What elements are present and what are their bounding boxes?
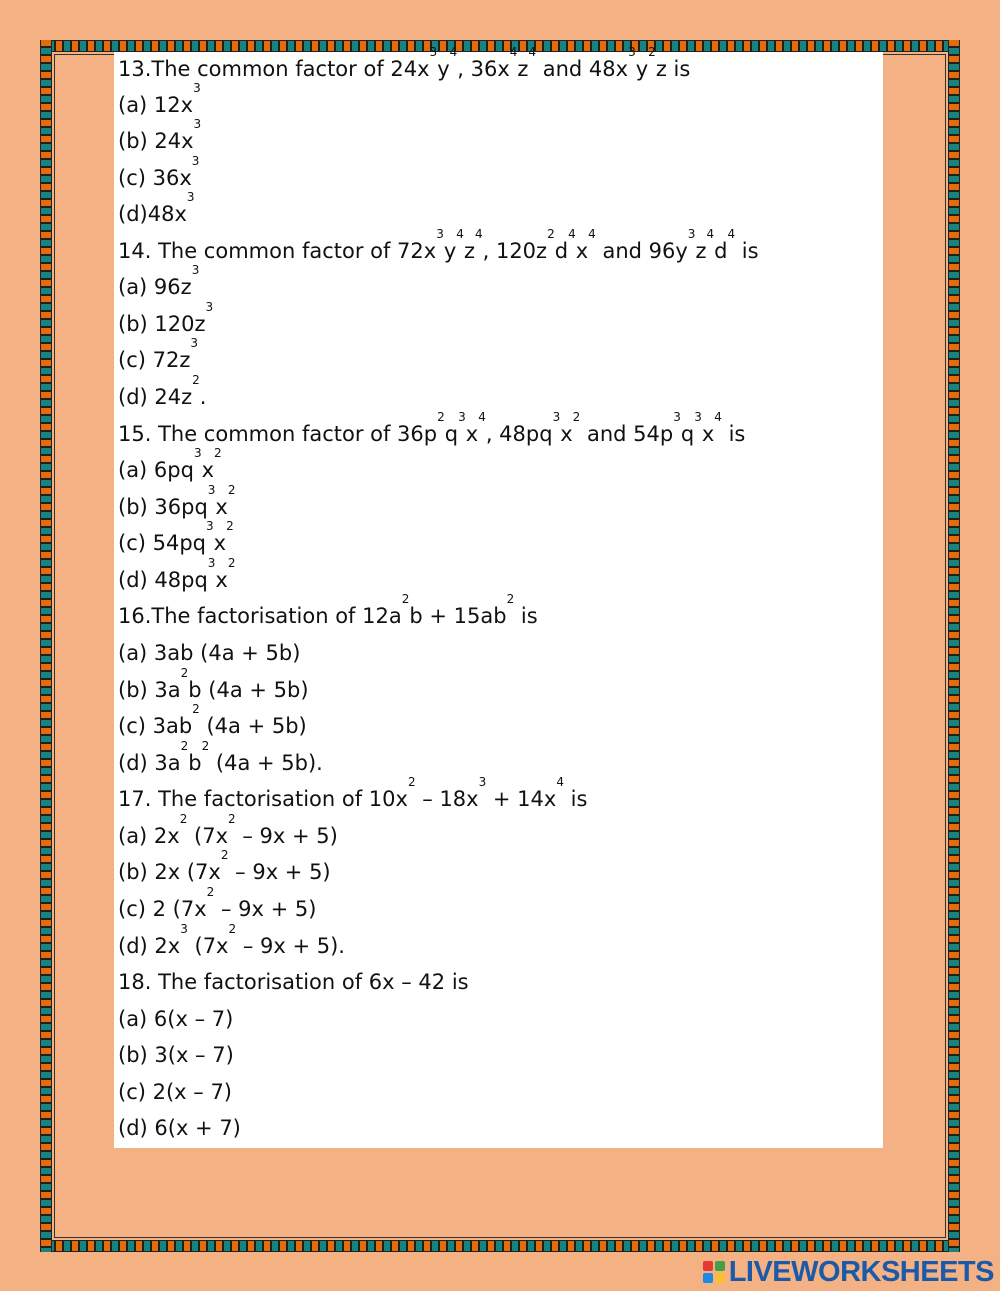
option-13c: (c) $36x^3$ [118, 154, 200, 190]
option-18a: (a) 6(x – 7) [118, 1007, 234, 1031]
option-14a: (a) $96z^3$ [118, 263, 200, 299]
question-17: 17. The factorisation of $10x^2 - 18x^3 + 14x^4$ is [118, 775, 588, 811]
option-17c: (c) 2 $(7x^2 - 9x + 5)$ [118, 885, 317, 921]
question-15: 15. The common factor of $36p^2q^3x^4$, $48pq^3x^2$ and $54p^3q^3x^4$ is [118, 410, 746, 446]
option-15b: (b) $36pq^3x^2$ [118, 483, 236, 519]
option-17a: (a) $2x^2$ $(7x^2 - 9x + 5)$ [118, 812, 338, 848]
option-16c: (c) $3ab^2$ (4a + 5b) [118, 702, 307, 738]
option-14b: (b) $120z^3$ [118, 300, 214, 336]
option-13b: (b) $24x^3$ [118, 117, 202, 153]
logo-block-i [715, 1261, 725, 1271]
option-18b: (b) 3(x – 7) [118, 1043, 234, 1067]
logo-block-l [703, 1261, 713, 1271]
option-18d: (d) 6(x + 7) [118, 1116, 241, 1140]
option-16b: (b) $3a^2b$ (4a + 5b) [118, 666, 309, 702]
border-left [40, 40, 52, 1252]
logo-blocks-icon [703, 1261, 725, 1283]
question-18: 18. The factorisation of 6x – 42 is [118, 970, 469, 994]
option-15d: (d) $48pq^3x^2$ [118, 556, 236, 592]
option-16d: (d) $3a^2b^2$ (4a + 5b). [118, 739, 323, 775]
option-13d: $(d)48x^3$ [118, 190, 195, 226]
border-bottom [40, 1240, 960, 1252]
option-14d: (d) $24z^2$. [118, 373, 207, 409]
border-right [948, 40, 960, 1252]
option-13a: (a) $12x^3$ [118, 81, 201, 117]
option-16a: (a) 3ab (4a + 5b) [118, 641, 301, 665]
option-15c: (c) $54pq^3x^2$ [118, 519, 234, 555]
option-17b: (b) 2x $(7x^2 - 9x + 5)$ [118, 848, 331, 884]
question-14: 14. The common factor of $72x^3y^4z^4$, $120z^2d^4x^4$ and $96y^3z^4d^4$ is [118, 227, 759, 263]
option-14c: (c) $72z^3$ [118, 336, 198, 372]
question-16: 16.The factorisation of $12a^2b + 15ab^2$ is [118, 592, 538, 628]
logo-block-e [715, 1273, 725, 1283]
logo-text: LIVEWORKSHEETS [728, 1255, 994, 1288]
option-15a: (a) $6pq^3x^2$ [118, 446, 222, 482]
border-top [40, 40, 960, 52]
option-18c: (c) 2(x – 7) [118, 1080, 232, 1104]
logo-block-v [703, 1273, 713, 1283]
question-13: 13.The common factor of $24x^3y^4$, $36x^4z^4$ and $48x^3y^2z$ is [118, 45, 691, 81]
liveworksheets-logo[interactable] [703, 1255, 994, 1289]
option-17d: (d) $2x^3$ $(7x^2 - 9x + 5)$. [118, 922, 345, 958]
